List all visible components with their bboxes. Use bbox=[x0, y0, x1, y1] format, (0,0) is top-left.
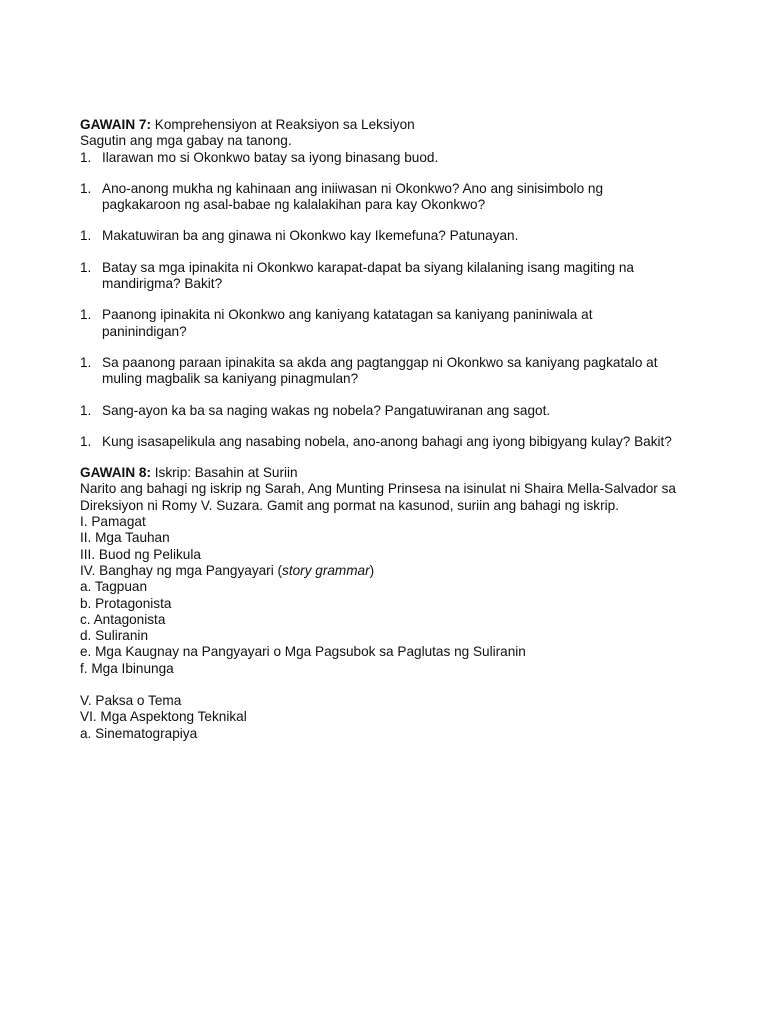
question-item bbox=[80, 260, 676, 293]
question-text: Sa paanong paraan ipinakita sa akda ang pagtanggap ni Okonkwo sa kaniyang pagkatalo at muling magbalik sa kaniyang pinagmulan? bbox=[102, 354, 658, 387]
outline-item: f. Mga Ibinunga bbox=[80, 660, 174, 676]
outline-item: III. Buod ng Pelikula bbox=[80, 546, 201, 562]
outline-item: c. Antagonista bbox=[80, 611, 166, 627]
gawain8-title: Iskrip: Basahin at Suriin bbox=[151, 465, 298, 481]
gawain8-paragraph: Narito ang bahagi ng iskrip ng Sarah, Ang Munting Prinsesa na isinulat ni Shaira Mella-Salvador sa Direksiyon ni Romy V. Suzara. Gamit ang pormat na kasunod, suriin ang bahagi ng iskrip. bbox=[80, 481, 676, 513]
outline-item bbox=[80, 563, 676, 579]
question-item bbox=[80, 228, 676, 244]
question-item bbox=[80, 181, 676, 214]
outline-iv-post: ) bbox=[369, 562, 375, 578]
outline-item: V. Paksa o Tema bbox=[80, 693, 182, 709]
gawain7-intro: Sagutin ang mga gabay na tanong. bbox=[80, 133, 292, 149]
question-number: 1. bbox=[80, 433, 92, 449]
outline-item: a. Tagpuan bbox=[80, 579, 148, 595]
gawain7-heading bbox=[80, 117, 676, 133]
question-text: Makatuwiran ba ang ginawa ni Okonkwo kay Ikemefuna? Patunayan. bbox=[102, 228, 519, 244]
question-text: Ano-anong mukha ng kahinaan ang iniiwasan ni Okonkwo? Ano ang sinisimbolo ng pagkakaroon ng asal-babae ng kalalakihan para kay Okonkwo? bbox=[102, 180, 604, 213]
question-item bbox=[80, 307, 676, 340]
question-number: 1. bbox=[80, 228, 92, 244]
gawain8-label: GAWAIN 8: bbox=[80, 465, 151, 481]
question-item bbox=[80, 434, 676, 450]
outline-item: d. Suliranin bbox=[80, 628, 149, 644]
question-number: 1. bbox=[80, 307, 92, 323]
question-item bbox=[80, 403, 676, 419]
gawain7-label: GAWAIN 7: bbox=[80, 117, 151, 132]
question-number: 1. bbox=[80, 259, 92, 275]
gawain8-heading bbox=[80, 465, 676, 481]
question-item bbox=[80, 355, 676, 388]
outline-item: e. Mga Kaugnay na Pangyayari o Mga Pagsubok sa Paglutas ng Suliranin bbox=[80, 644, 526, 660]
document-content bbox=[80, 117, 676, 742]
outline-item: VI. Mga Aspektong Teknikal bbox=[80, 709, 247, 725]
question-text: Sang-ayon ka ba sa naging wakas ng nobela? Pangatuwiranan ang sagot. bbox=[102, 402, 551, 418]
question-item bbox=[80, 150, 676, 166]
question-text: Paanong ipinakita ni Okonkwo ang kaniyang katatagan sa kaniyang paniniwala at paninindigan? bbox=[102, 307, 593, 339]
question-number: 1. bbox=[80, 402, 92, 418]
outline-item: II. Mga Tauhan bbox=[80, 530, 170, 546]
outline-iv-pre: IV. Banghay ng mga Pangyayari ( bbox=[80, 562, 283, 578]
question-number: 1. bbox=[80, 180, 92, 196]
gawain7-title: Komprehensiyon at Reaksiyon sa Leksiyon bbox=[151, 117, 415, 132]
question-number: 1. bbox=[80, 354, 92, 370]
outline-item: a. Sinematograpiya bbox=[80, 725, 198, 741]
question-text: Ilarawan mo si Okonkwo batay sa iyong binasang buod. bbox=[102, 149, 439, 165]
question-number: 1. bbox=[80, 149, 92, 165]
outline-item: b. Protagonista bbox=[80, 595, 172, 611]
question-text: Batay sa mga ipinakita ni Okonkwo karapat-dapat ba siyang kilalaning isang magiting na mandirigma? Bakit? bbox=[102, 259, 634, 292]
outline-item: I. Pamagat bbox=[80, 514, 146, 530]
gawain8-section bbox=[80, 465, 676, 742]
spacer bbox=[80, 677, 676, 693]
question-text: Kung isasapelikula ang nasabing nobela, ano-anong bahagi ang iyong bibigyang kulay? Bakit? bbox=[102, 433, 672, 449]
outline-iv-italic: story grammar bbox=[282, 562, 370, 578]
